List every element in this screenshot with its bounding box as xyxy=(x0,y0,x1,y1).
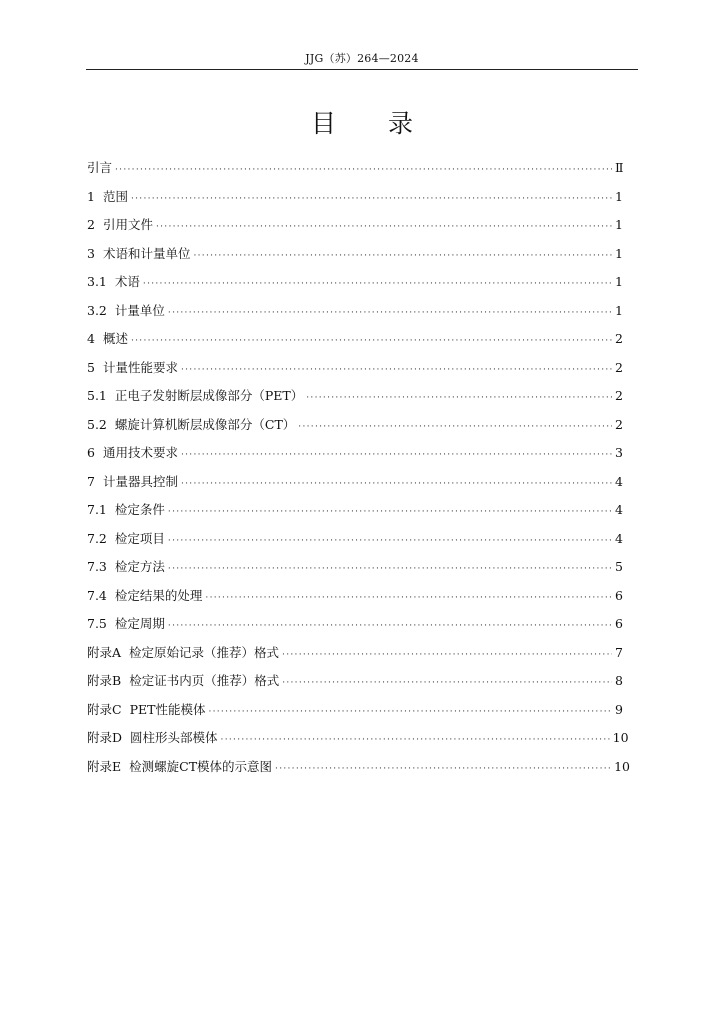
toc-appendix-number: 附录A xyxy=(87,644,122,660)
toc-leader-dots xyxy=(205,584,612,613)
toc-section-number: 3.2 xyxy=(87,302,107,318)
toc-section-number: 2 xyxy=(87,217,95,232)
toc-entry[interactable] xyxy=(87,183,623,212)
toc-entry[interactable] xyxy=(87,439,623,468)
toc-label: PET性能模体 xyxy=(129,701,206,717)
toc-entry[interactable] xyxy=(87,582,623,611)
toc-entry-appendix[interactable] xyxy=(87,667,623,696)
title-char-left: 目 xyxy=(310,109,336,138)
toc-page-number: 4 xyxy=(615,502,623,517)
toc-page-number: 4 xyxy=(615,530,623,546)
toc-page-number: 10 xyxy=(612,730,629,745)
toc-label: 检定原始记录（推荐）格式 xyxy=(129,644,280,660)
toc-label: 螺旋计算机断层成像部分（CT） xyxy=(114,416,296,432)
toc-leader-dots xyxy=(282,641,612,670)
toc-page-number: 3 xyxy=(615,445,623,460)
toc-entry[interactable] xyxy=(87,325,623,354)
toc-leader-dots xyxy=(298,413,612,442)
toc-label: 计量器具控制 xyxy=(102,473,178,489)
toc-page-number: 1 xyxy=(615,302,623,318)
toc-leader-dots xyxy=(306,384,612,413)
toc-entry[interactable] xyxy=(87,354,623,383)
toc-label: 引言 xyxy=(87,160,113,175)
toc-page-number: 9 xyxy=(615,701,623,717)
toc-leader-dots xyxy=(181,470,612,499)
toc-section-number: 7 xyxy=(87,473,95,489)
toc-leader-dots xyxy=(143,270,612,299)
toc-label: 概述 xyxy=(102,331,128,346)
toc-label: 正电子发射断层成像部分（PET） xyxy=(114,388,304,403)
toc-entry[interactable] xyxy=(87,496,623,525)
toc-label: 范围 xyxy=(102,188,128,204)
toc-page-number: Ⅱ xyxy=(615,160,624,175)
toc-entry[interactable] xyxy=(87,211,623,240)
toc-leader-dots xyxy=(168,498,612,527)
title-char-right: 录 xyxy=(388,109,414,138)
toc-leader-dots xyxy=(168,527,612,556)
toc-page-number: 2 xyxy=(615,388,623,403)
toc-section-number: 7.5 xyxy=(87,616,107,631)
toc-entry[interactable] xyxy=(87,553,623,582)
toc-entry-appendix[interactable] xyxy=(87,639,623,668)
toc-label: 圆柱形头部模体 xyxy=(130,730,218,745)
toc-entry[interactable] xyxy=(87,525,623,554)
toc-label: 术语和计量单位 xyxy=(102,245,191,261)
toc-page-number: 6 xyxy=(615,616,623,631)
toc-leader-dots xyxy=(181,441,612,470)
toc-leader-dots xyxy=(168,299,612,328)
toc-label: 计量单位 xyxy=(114,302,165,318)
toc-label: 检测螺旋CT模体的示意图 xyxy=(129,758,273,774)
toc-leader-dots xyxy=(208,698,612,727)
toc-label: 通用技术要求 xyxy=(102,445,178,460)
toc-section-number: 6 xyxy=(87,445,95,460)
toc-page-number: 1 xyxy=(615,217,623,232)
toc-entry[interactable] xyxy=(87,468,623,497)
toc-section-number: 1 xyxy=(87,188,95,204)
toc-page-number: 6 xyxy=(615,587,623,603)
toc-page-number: 8 xyxy=(615,673,623,688)
toc-appendix-number: 附录C xyxy=(87,701,122,717)
toc-leader-dots xyxy=(275,755,611,784)
toc-section-number: 5.2 xyxy=(87,416,107,432)
toc-appendix-number: 附录E xyxy=(87,758,122,774)
toc-label: 检定结果的处理 xyxy=(114,587,203,603)
toc-page-number: 2 xyxy=(615,331,623,346)
toc-entry[interactable] xyxy=(87,411,623,440)
toc-leader-dots xyxy=(168,612,612,641)
header-divider xyxy=(86,69,638,70)
page-title xyxy=(0,108,724,140)
toc-leader-dots xyxy=(181,356,612,385)
toc-page-number: 1 xyxy=(615,188,623,204)
toc-label: 计量性能要求 xyxy=(102,359,178,375)
toc-leader-dots xyxy=(193,242,612,271)
toc-page-number: 1 xyxy=(615,245,623,261)
toc-label: 检定项目 xyxy=(114,530,165,546)
toc-leader-dots xyxy=(221,726,610,755)
toc-section-number: 5.1 xyxy=(87,388,107,403)
toc-leader-dots xyxy=(131,327,612,356)
toc-leader-dots xyxy=(115,156,612,185)
toc-leader-dots xyxy=(282,669,612,698)
toc-section-number: 3.1 xyxy=(87,274,107,289)
toc-label: 检定条件 xyxy=(114,502,165,517)
toc-entry[interactable] xyxy=(87,382,623,411)
toc-section-number: 5 xyxy=(87,359,95,375)
toc-page-number: 1 xyxy=(615,274,623,289)
toc-page-number: 4 xyxy=(615,473,623,489)
toc-section-number: 7.3 xyxy=(87,559,107,574)
toc-leader-dots xyxy=(131,185,612,214)
toc-label: 检定周期 xyxy=(114,616,165,631)
toc-section-number: 3 xyxy=(87,245,95,261)
toc-label: 术语 xyxy=(114,274,140,289)
toc-label: 检定证书内页（推荐）格式 xyxy=(129,673,280,688)
toc-page-number: 2 xyxy=(615,416,623,432)
toc-section-number: 4 xyxy=(87,331,95,346)
toc-label: 引用文件 xyxy=(102,217,153,232)
running-header: JJG（苏）264—2024 xyxy=(305,52,419,65)
toc-entry-intro[interactable] xyxy=(87,154,623,183)
toc-entry-appendix[interactable] xyxy=(87,724,629,753)
toc-entry[interactable] xyxy=(87,268,623,297)
toc-label: 检定方法 xyxy=(114,559,165,574)
toc-page-number: 5 xyxy=(615,559,623,574)
toc-entry[interactable] xyxy=(87,610,623,639)
toc-leader-dots xyxy=(156,213,612,242)
toc-section-number: 7.4 xyxy=(87,587,107,603)
toc-leader-dots xyxy=(168,555,612,584)
toc-section-number: 7.2 xyxy=(87,530,107,546)
toc-appendix-number: 附录D xyxy=(87,730,123,745)
toc-section-number: 7.1 xyxy=(87,502,107,517)
toc-page-number: 10 xyxy=(614,758,630,774)
toc-entry[interactable] xyxy=(87,240,623,269)
toc-entry-appendix[interactable] xyxy=(87,753,630,782)
toc-appendix-number: 附录B xyxy=(87,673,122,688)
toc-page-number: 7 xyxy=(615,644,623,660)
toc-entry-appendix[interactable] xyxy=(87,696,623,725)
toc-page-number: 2 xyxy=(615,359,623,375)
table-of-contents xyxy=(87,154,630,781)
toc-entry[interactable] xyxy=(87,297,623,326)
